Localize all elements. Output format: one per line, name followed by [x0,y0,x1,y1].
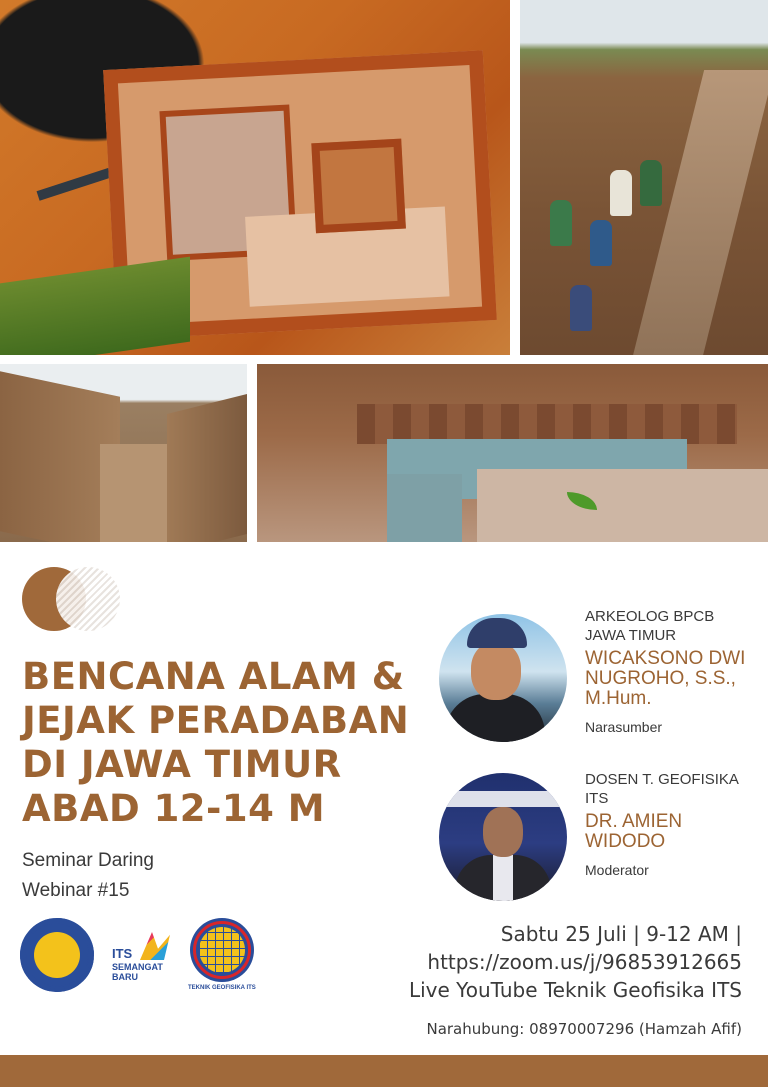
role-line: ITS [585,790,609,807]
title-line: JEJAK PERADABAN [22,699,410,742]
avatar-cap [467,618,527,648]
worker-figure [640,160,662,206]
event-date-time: Sabtu 25 Juli | 9-12 AM | [500,922,742,946]
its-semangat-baru-logo [110,928,172,988]
aerial-excavation-photo [0,0,510,355]
ancient-pool-photo [257,364,768,542]
contact-info: Narahubung: 08970007296 (Hamzah Afif) [426,1020,742,1038]
speaker-role [585,770,765,808]
role-line: DOSEN T. GEOFISIKA [585,771,739,788]
its-logo-icon [20,918,94,992]
moderator-info [585,770,765,878]
zoom-link[interactable]: https://zoom.us/j/96853912665 [427,950,742,974]
trench-workers-photo [520,0,768,355]
speaker-name [585,812,765,852]
logo-ring [193,921,251,979]
lotus-emblem [34,932,80,978]
avatar-shirt [493,855,513,901]
speaker-role [585,607,765,645]
worker-figure [610,170,632,216]
brick-wall [632,70,768,355]
event-title [22,655,442,831]
title-line: DI JAWA TIMUR [22,743,342,786]
moderator-photo-avatar [439,773,567,901]
speaker-tag: Narasumber [585,719,663,735]
event-subtitle [22,846,154,906]
bottom-bar [0,1055,768,1087]
role-line: JAWA TIMUR [585,627,677,644]
event-details [409,920,742,1004]
decor-circle-hatched [56,567,120,631]
teknik-geofisika-logo-icon [190,918,254,982]
logo-text-line: SEMANGAT [112,962,163,972]
geofisika-caption: TEKNIK GEOFISIKA ITS [188,985,256,991]
shrine-base [311,139,406,234]
avatar-body [445,694,545,742]
pool-ground [477,469,768,542]
speaker-info [585,607,765,735]
logo-text-line: BARU [112,972,138,982]
brick-trench-photo [0,364,247,542]
avatar-face [471,642,521,700]
name-line: M.Hum. [585,688,652,709]
ribbon-icon [140,932,170,960]
role-line: ARKEOLOG BPCB [585,608,715,625]
title-line: ABAD 12-14 M [22,787,326,830]
pool-water-corner [387,474,462,542]
logo-text [112,962,163,982]
avatar-banner [439,791,567,807]
worker-figure [550,200,572,246]
speaker-name [585,649,765,709]
subtitle-line: Webinar #15 [22,880,130,901]
worker-figure [590,220,612,266]
brick-wall-right [167,394,247,542]
subtitle-line: Seminar Daring [22,850,154,871]
avatar-face [483,807,523,857]
name-line: DR. AMIEN [585,811,683,832]
name-line: WICAKSONO DWI [585,648,746,669]
speaker-photo-avatar [439,614,567,742]
logo-text: ITS [112,946,133,961]
worker-figure [570,285,592,331]
brick-steps [357,404,737,444]
youtube-info: Live YouTube Teknik Geofisika ITS [408,978,742,1002]
speaker-tag: Moderator [585,862,649,878]
vegetation [0,257,190,355]
trench-floor [100,444,170,542]
title-line: BENCANA ALAM & [22,655,405,698]
name-line: WIDODO [585,831,666,852]
name-line: NUGROHO, S.S., [585,668,736,689]
